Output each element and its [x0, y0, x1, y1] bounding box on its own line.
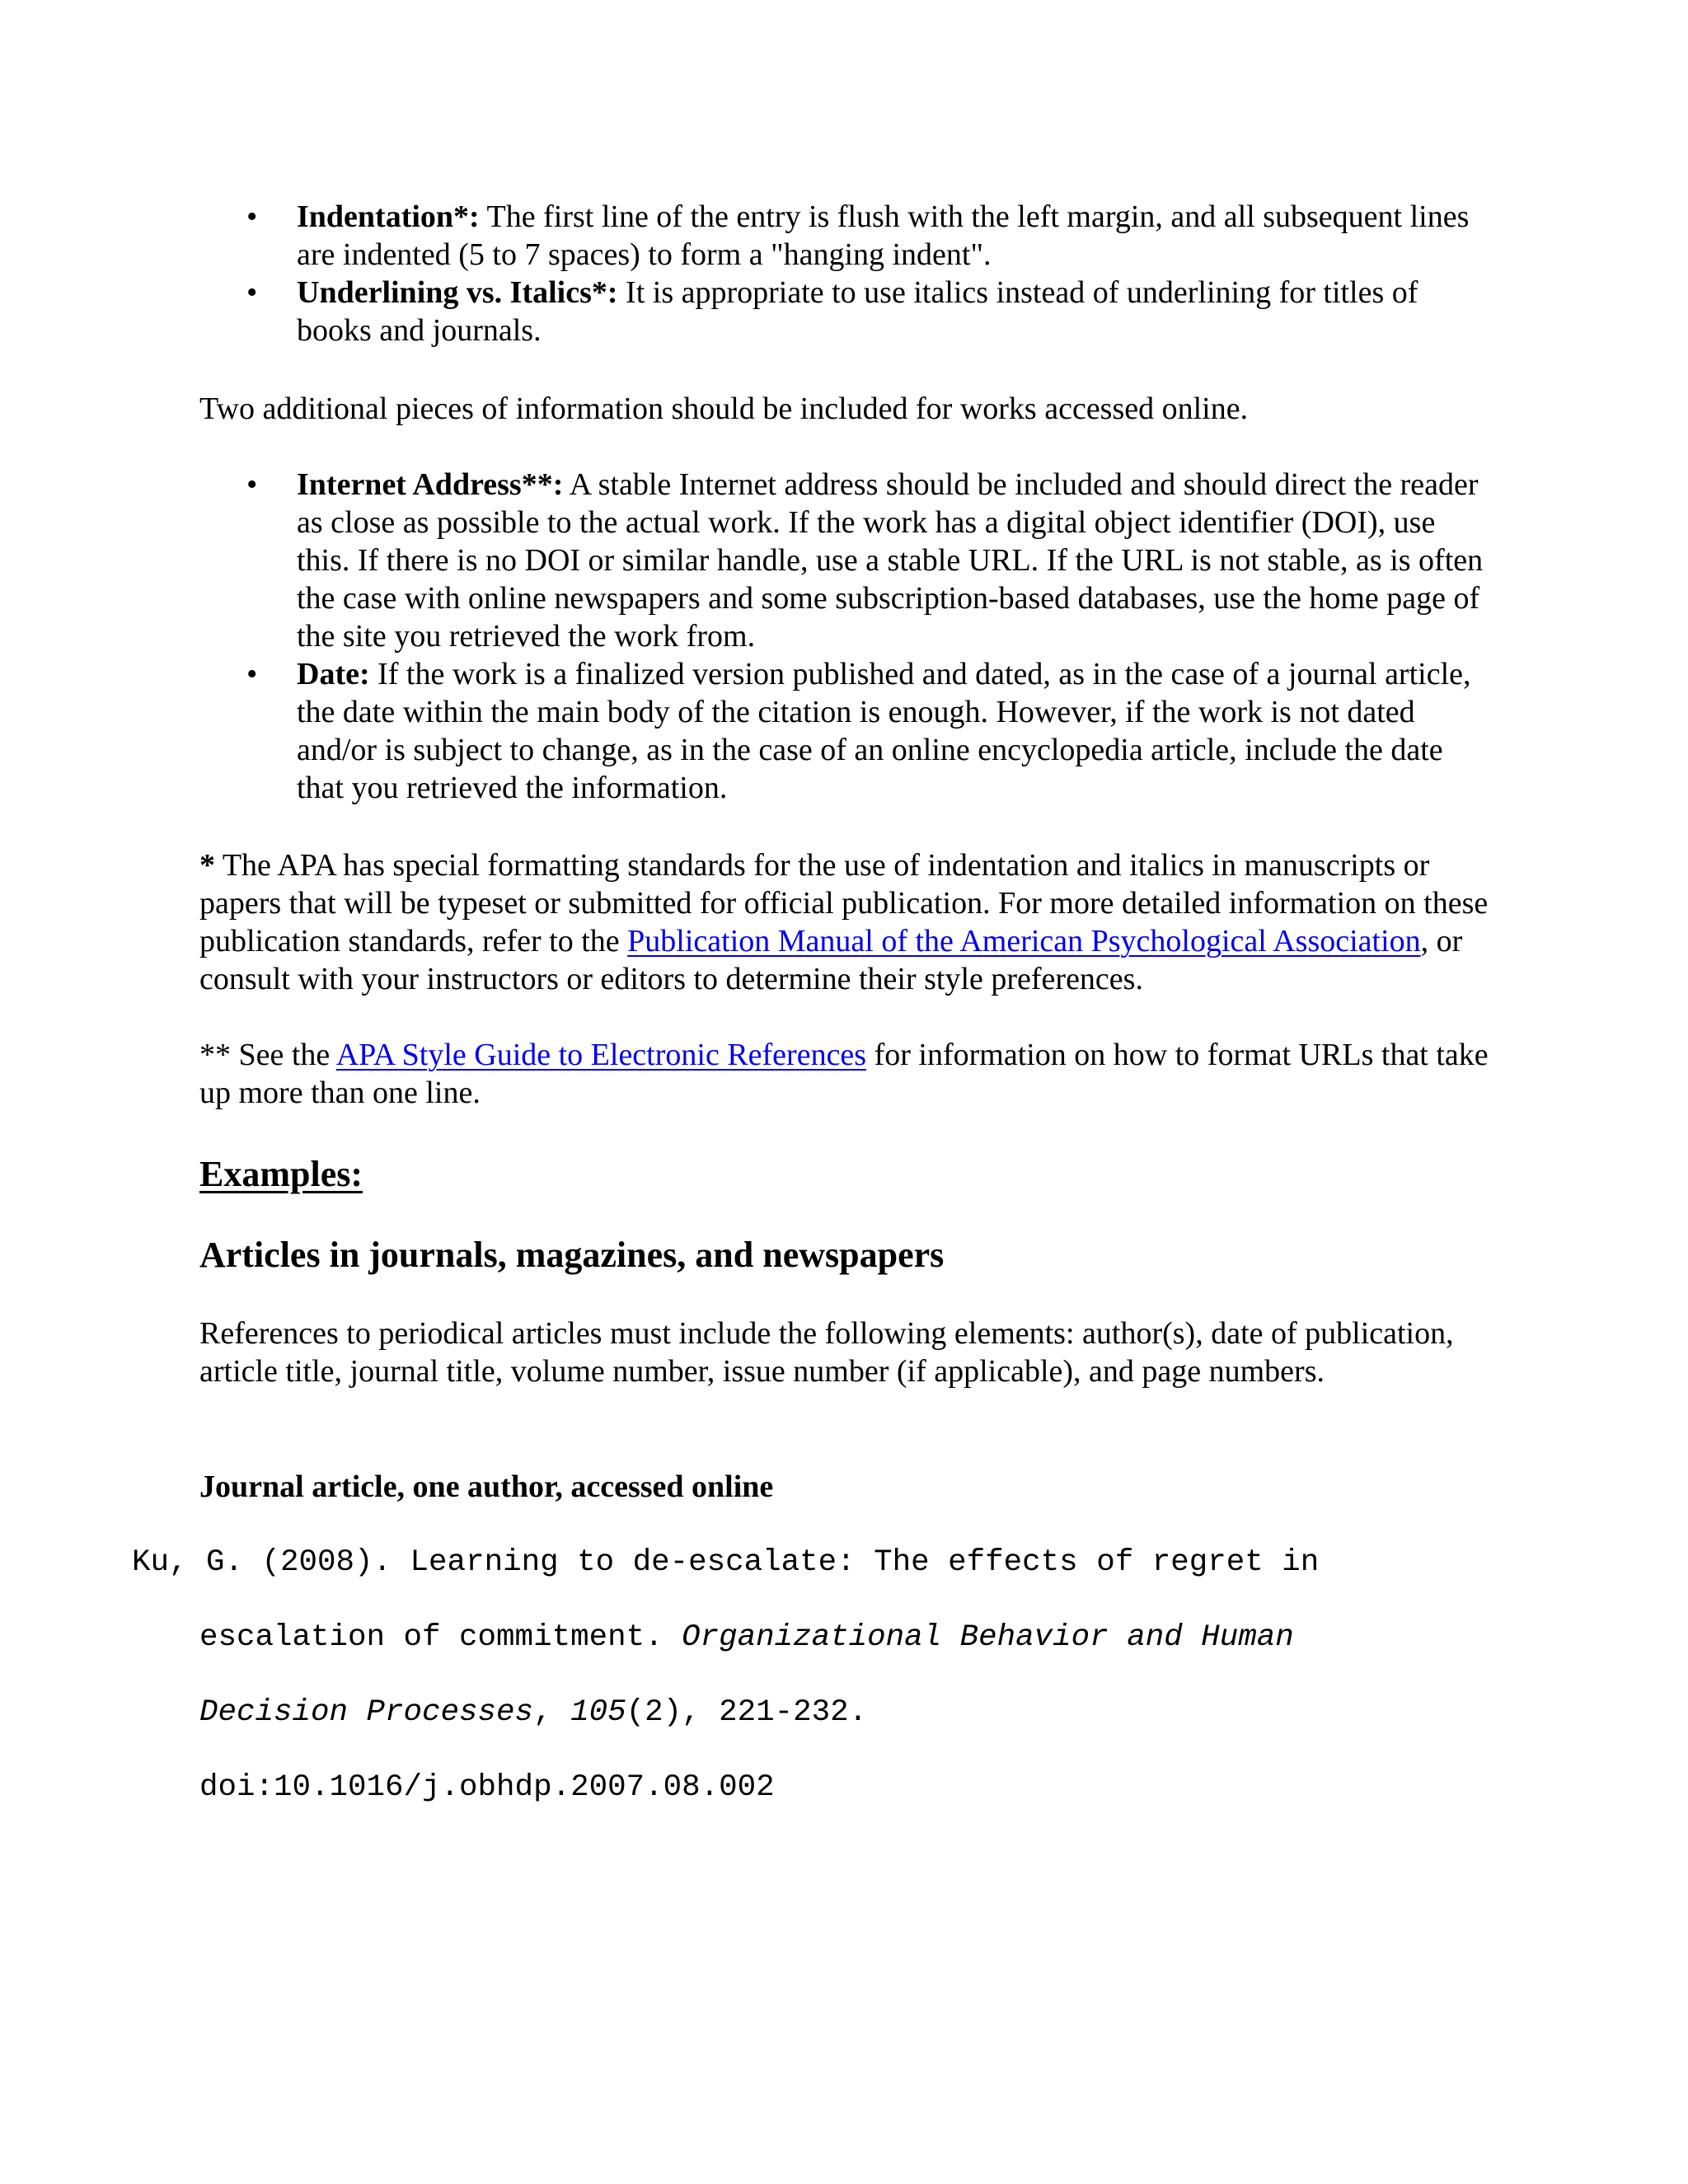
note-text: The APA has special formatting standards for the use of indentation and italics in manuscripts or papers that will be typeset or submitted for official publication. For more detailed information on these publication standards, refer to the: [199, 848, 1489, 958]
apa-note-paragraph: [199, 846, 1493, 998]
bullet-label: Date:: [297, 657, 370, 691]
volume-number: 105: [570, 1695, 626, 1730]
journal-title: Decision Processes: [199, 1695, 534, 1730]
bullet-text: If the work is a finalized version published and dated, as in the case of a journal article, the date within the main body of the citation is enough. However, if the work is not dated and/or is subject to change, as in the case of an online encyclopedia article, include the date that you retrieved the information.: [297, 657, 1471, 805]
list-item: [199, 466, 1493, 655]
journal-title: Organizational Behavior and Human: [682, 1620, 1294, 1655]
reference-text: escalation of commitment.: [199, 1620, 682, 1655]
bullet-icon: •: [246, 467, 258, 502]
note-text: , or consult with your instructors or editors to determine their style preferences.: [199, 924, 1463, 996]
bullet-text: The first line of the entry is flush with the left margin, and all subsequent lines are indented (5 to 7 spaces) to form a "hanging indent".: [297, 199, 1470, 272]
url-note-paragraph: [199, 1036, 1493, 1112]
electronic-references-link[interactable]: APA Style Guide to Electronic References: [335, 1038, 867, 1072]
list-item: [199, 655, 1493, 807]
note-text: ** See the: [199, 1038, 336, 1072]
note-text: for information on how to format URLs that take up more than one line.: [199, 1038, 1489, 1110]
bullet-text: A stable Internet address should be included and should direct the reader as close as possible to the actual work. If the work has a digital object identifier (DOI), use this. If there is no DOI or similar handle, use a stable URL. If the URL is not stable, as is often the case with online newspapers and some subscription-based databases, use the home page of the site you retrieved the work from.: [297, 467, 1484, 654]
online-bullets: [199, 466, 1493, 807]
section-heading: Articles in journals, magazines, and newspapers: [199, 1235, 945, 1275]
publication-manual-link[interactable]: Publication Manual of the American Psychological Association: [627, 924, 1421, 958]
formatting-bullets: [199, 198, 1493, 349]
bullet-icon: •: [246, 199, 258, 234]
reference-line-1: Ku, G. (2008). Learning to de-escalate: The effects of regret in: [132, 1545, 1320, 1580]
reference-text: ,: [533, 1695, 571, 1730]
bullet-label: Underlining vs. Italics*:: [297, 275, 618, 310]
reference-line-2: [199, 1619, 1294, 1657]
bullet-text: It is appropriate to use italics instead of underlining for titles of books and journals.: [297, 275, 1418, 348]
reference-text: (2), 221-232.: [626, 1695, 868, 1730]
list-item: [199, 274, 1493, 349]
reference-doi-line: doi:10.1016/j.obhdp.2007.08.002: [199, 1770, 775, 1805]
reference-line-3: [199, 1694, 867, 1732]
bullet-label: Internet Address**:: [297, 467, 564, 502]
examples-heading: Examples:: [199, 1154, 363, 1194]
online-intro-paragraph: Two additional pieces of information should be included for works accessed online.: [199, 391, 1249, 426]
bullet-icon: •: [246, 275, 258, 310]
example-subheading: Journal article, one author, accessed online: [199, 1469, 774, 1504]
note-asterisk: *: [199, 848, 215, 883]
bullet-label: Indentation*:: [297, 199, 480, 234]
list-item: [199, 198, 1493, 274]
bullet-icon: •: [246, 657, 258, 691]
section-intro-paragraph: References to periodical articles must include the following elements: author(s), date of publication, article title, journal title, volume number, issue number (if applicable), and page numbers.: [199, 1316, 1454, 1389]
